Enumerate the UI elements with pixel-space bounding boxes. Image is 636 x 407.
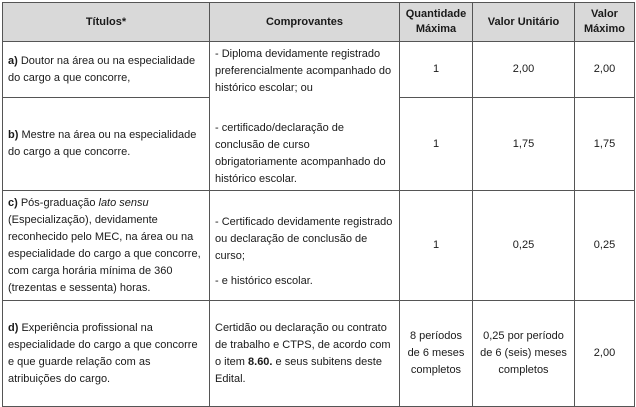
valor-maximo: 1,75 xyxy=(575,98,635,191)
row-title-text: Doutor na área ou na especialidade do cargo a que concorre, xyxy=(8,54,196,84)
quantidade-maxima: 8 períodos de 6 meses completos xyxy=(400,301,473,407)
row-title-text: Mestre na área ou na especialidade do cargo a que concorre. xyxy=(8,129,197,158)
comprovantes-item-ref: 8.60. xyxy=(248,355,273,368)
header-quantidade-line1: Quantidade xyxy=(405,8,467,20)
row-title-italic: lato sensu xyxy=(98,196,149,209)
comprovantes-experiencia-pre: Certidão ou declaração ou contrato de trabalho e CTPS, de acordo com o item xyxy=(215,321,391,368)
header-quantidade-line2: Máxima xyxy=(415,23,457,35)
header-comprovantes: Comprovantes xyxy=(210,3,400,42)
quantidade-maxima: 1 xyxy=(400,98,473,191)
row-title-text: Experiência profissional na especialidade do cargo a que concorre e que guarde relação com as atribuições do cargo. xyxy=(8,321,198,385)
valor-unitario: 2,00 xyxy=(473,42,575,98)
table-header-row xyxy=(3,3,635,42)
header-valor-maximo xyxy=(575,3,635,42)
row-title-doutor xyxy=(3,42,210,98)
quantidade-maxima: 1 xyxy=(400,42,473,98)
table-row xyxy=(3,42,635,98)
header-valor-maximo-line1: Valor xyxy=(591,8,618,20)
row-title-text-post: (Especialização), devidamente reconhecido pelo MEC, na área ou na especialidade do cargo a que concorre, com carga horária mínima de 360 (trezentas e sessenta) horas. xyxy=(8,213,201,294)
quantidade-maxima: 1 xyxy=(400,191,473,301)
comprovantes-pos-graduacao xyxy=(210,191,400,301)
table-row xyxy=(3,98,635,191)
valor-maximo: 2,00 xyxy=(575,42,635,98)
row-letter: b) xyxy=(8,129,19,141)
row-letter: a) xyxy=(8,54,18,67)
comprovantes-experiencia xyxy=(210,301,400,407)
comprovantes-certificado-text: - certificado/declaração de conclusão de curso obrigatoriamente acompanhado do histórico escolar. xyxy=(215,121,386,185)
row-title-mestre xyxy=(3,98,210,191)
comprovantes-experiencia-post: e seus subitens deste Edital. xyxy=(215,355,382,385)
row-letter: c) xyxy=(8,196,18,209)
comprovantes-certificado-registrado: - Certificado devidamente registrado ou declaração de conclusão de curso; xyxy=(215,215,393,262)
comprovantes-historico: - e histórico escolar. xyxy=(215,274,313,287)
comprovantes-diploma-text: - Diploma devidamente registrado preferencialmente acompanhado do histórico escolar; ou xyxy=(215,47,392,94)
titles-score-table xyxy=(2,2,635,407)
row-title-text-pre: Pós-graduação xyxy=(17,196,99,209)
valor-unitario: 1,75 xyxy=(473,98,575,191)
table-row xyxy=(3,191,635,301)
row-title-pos-graduacao xyxy=(3,191,210,301)
comprovantes-certificado xyxy=(210,98,400,191)
row-title-experiencia xyxy=(3,301,210,407)
valor-maximo: 2,00 xyxy=(575,301,635,407)
row-letter: d) xyxy=(8,321,19,334)
header-titulos: Títulos* xyxy=(3,3,210,42)
comprovantes-diploma xyxy=(210,42,400,98)
header-quantidade-maxima xyxy=(400,3,473,42)
header-valor-unitario: Valor Unitário xyxy=(473,3,575,42)
header-valor-maximo-line2: Máximo xyxy=(584,23,625,35)
table-row xyxy=(3,301,635,407)
valor-maximo: 0,25 xyxy=(575,191,635,301)
valor-unitario: 0,25 por período de 6 (seis) meses completos xyxy=(473,301,575,407)
valor-unitario: 0,25 xyxy=(473,191,575,301)
